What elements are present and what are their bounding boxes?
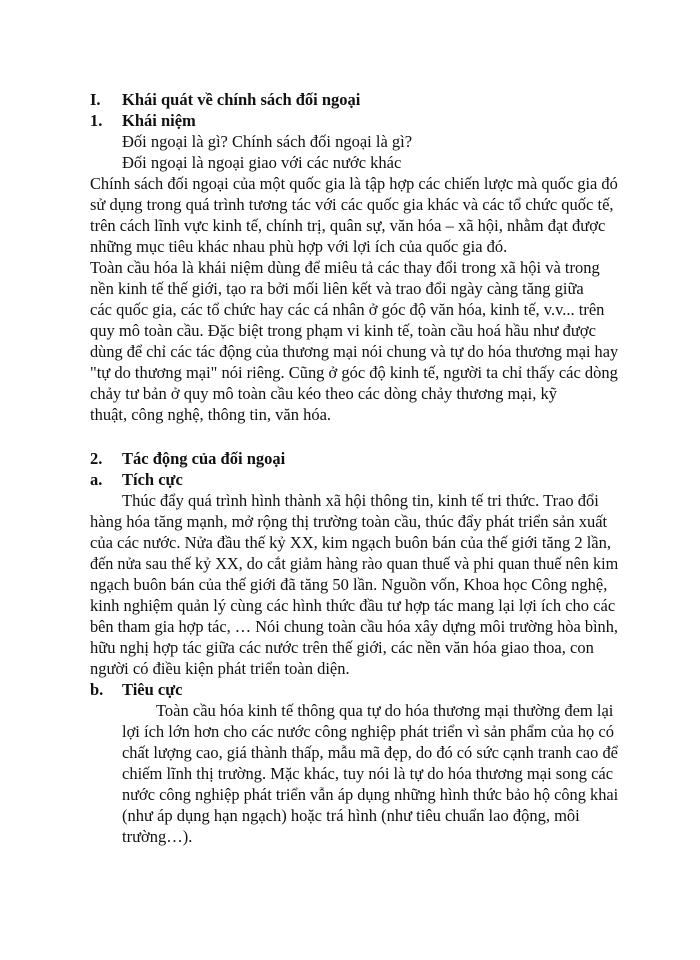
subsection-heading: [90, 111, 196, 131]
answer-line: Đối ngoại là ngoại giao với các nước khác: [122, 153, 402, 172]
paragraph-line: đến nửa sau thế kỷ XX, do cắt giảm hàng rào quan thuế và phi quan thuế nên kim: [90, 554, 619, 573]
paragraph-line: Chính sách đối ngoại của một quốc gia là tập hợp các chiến lược mà quốc gia đó: [90, 174, 618, 193]
paragraph-line: nền kinh tế thế giới, tạo ra bởi mối liên kết và trao đổi ngày càng tăng giữa: [90, 279, 584, 298]
paragraph-line: bên tham gia hợp tác, … Nói chung toàn cầu hóa xây dựng môi trường hòa bình,: [90, 617, 618, 636]
subsection-number: 2.: [90, 449, 103, 468]
paragraph-line: Thúc đẩy quá trình hình thành xã hội thông tin, kinh tế tri thức. Trao đổi: [122, 491, 599, 510]
paragraph-line: nước công nghiệp phát triển vẫn áp dụng những hình thức bảo hộ công khai: [122, 785, 619, 804]
subsection-title: Khái niệm: [122, 111, 196, 130]
paragraph-line: Toàn cầu hóa là khái niệm dùng để miêu tả các thay đổi trong xã hội và trong: [90, 258, 600, 277]
subsection-heading: [90, 449, 285, 469]
paragraph-line: trường…).: [122, 827, 193, 846]
paragraph-line: người có điều kiện phát triển toàn diện.: [90, 659, 350, 678]
item-heading: [90, 680, 182, 700]
item-title: Tiêu cực: [122, 680, 183, 699]
paragraph-line: của các nước. Nửa đầu thế kỷ XX, kim ngạch buôn bán của thế giới tăng 2 lần,: [90, 533, 612, 552]
paragraph-line: ngạch buôn bán của thế giới đã tăng 50 lần. Nguồn vốn, Khoa học Công nghệ,: [90, 575, 608, 594]
section-number: I.: [90, 90, 101, 109]
paragraph-line: hàng hóa tăng mạnh, mở rộng thị trường toàn cầu, thúc đẩy phát triển sản xuất: [90, 512, 608, 531]
subsection-title: Tác động của đối ngoại: [122, 449, 286, 468]
paragraph-line: lợi ích lớn hơn cho các nước công nghiệp phát triển vì sản phẩm của họ có: [122, 722, 614, 741]
item-letter: a.: [90, 470, 103, 489]
section-title: Khái quát về chính sách đối ngoại: [122, 90, 361, 109]
subsection-number: 1.: [90, 111, 103, 130]
paragraph-line: thuật, công nghệ, thông tin, văn hóa.: [90, 405, 332, 424]
section-heading: [90, 90, 360, 110]
paragraph-line: trên cách lĩnh vực kinh tế, chính trị, quân sự, văn hóa – xã hội, nhằm đạt được: [90, 216, 606, 235]
paragraph-line: chiếm lĩnh thị trường. Mặc khác, tuy nói là tự do hóa thương mại song các: [122, 764, 614, 783]
paragraph-line: kinh nghiệm quản lý cùng các hình thức đầu tư hợp tác mang lại lợi ích cho các: [90, 596, 616, 615]
paragraph-line: sử dụng trong quá trình tương tác với các quốc gia khác và các tổ chức quốc tế,: [90, 195, 614, 214]
item-heading: [90, 470, 183, 490]
paragraph-line: "tự do thương mại" nói riêng. Cũng ở góc độ kinh tế, người ta chỉ thấy các dòng: [90, 363, 618, 382]
paragraph-line: hữu nghị hợp tác giữa các nước trên thế giới, các nền văn hóa giao thoa, con: [90, 638, 594, 657]
paragraph-line: chảy tư bản ở quy mô toàn cầu kéo theo các dòng chảy thương mại, kỹ: [90, 384, 557, 403]
paragraph-line: Toàn cầu hóa kinh tế thông qua tự do hóa thương mại thường đem lại: [156, 701, 614, 720]
paragraph-line: quy mô toàn cầu. Đặc biệt trong phạm vi kinh tế, toàn cầu hoá hầu như được: [90, 321, 596, 340]
paragraph-line: dùng để chỉ các tác động của thương mại nói chung và tự do hóa thương mại hay: [90, 342, 619, 361]
item-letter: b.: [90, 680, 104, 699]
paragraph-line: chất lượng cao, giá thành thấp, mẫu mã đẹp, do đó có sức cạnh tranh cao để: [122, 743, 618, 762]
paragraph-line: các quốc gia, các tổ chức hay các cá nhân ở góc độ văn hóa, kinh tế, v.v... trên: [90, 300, 605, 319]
question-line: Đối ngoại là gì? Chính sách đối ngoại là gì?: [122, 132, 413, 151]
paragraph-line: những mục tiêu khác nhau phù hợp với lợi ích của quốc gia đó.: [90, 237, 508, 256]
item-title: Tích cực: [122, 470, 183, 489]
paragraph-line: (như áp dụng hạn ngạch) hoặc trá hình (như tiêu chuẩn lao động, môi: [122, 806, 580, 825]
